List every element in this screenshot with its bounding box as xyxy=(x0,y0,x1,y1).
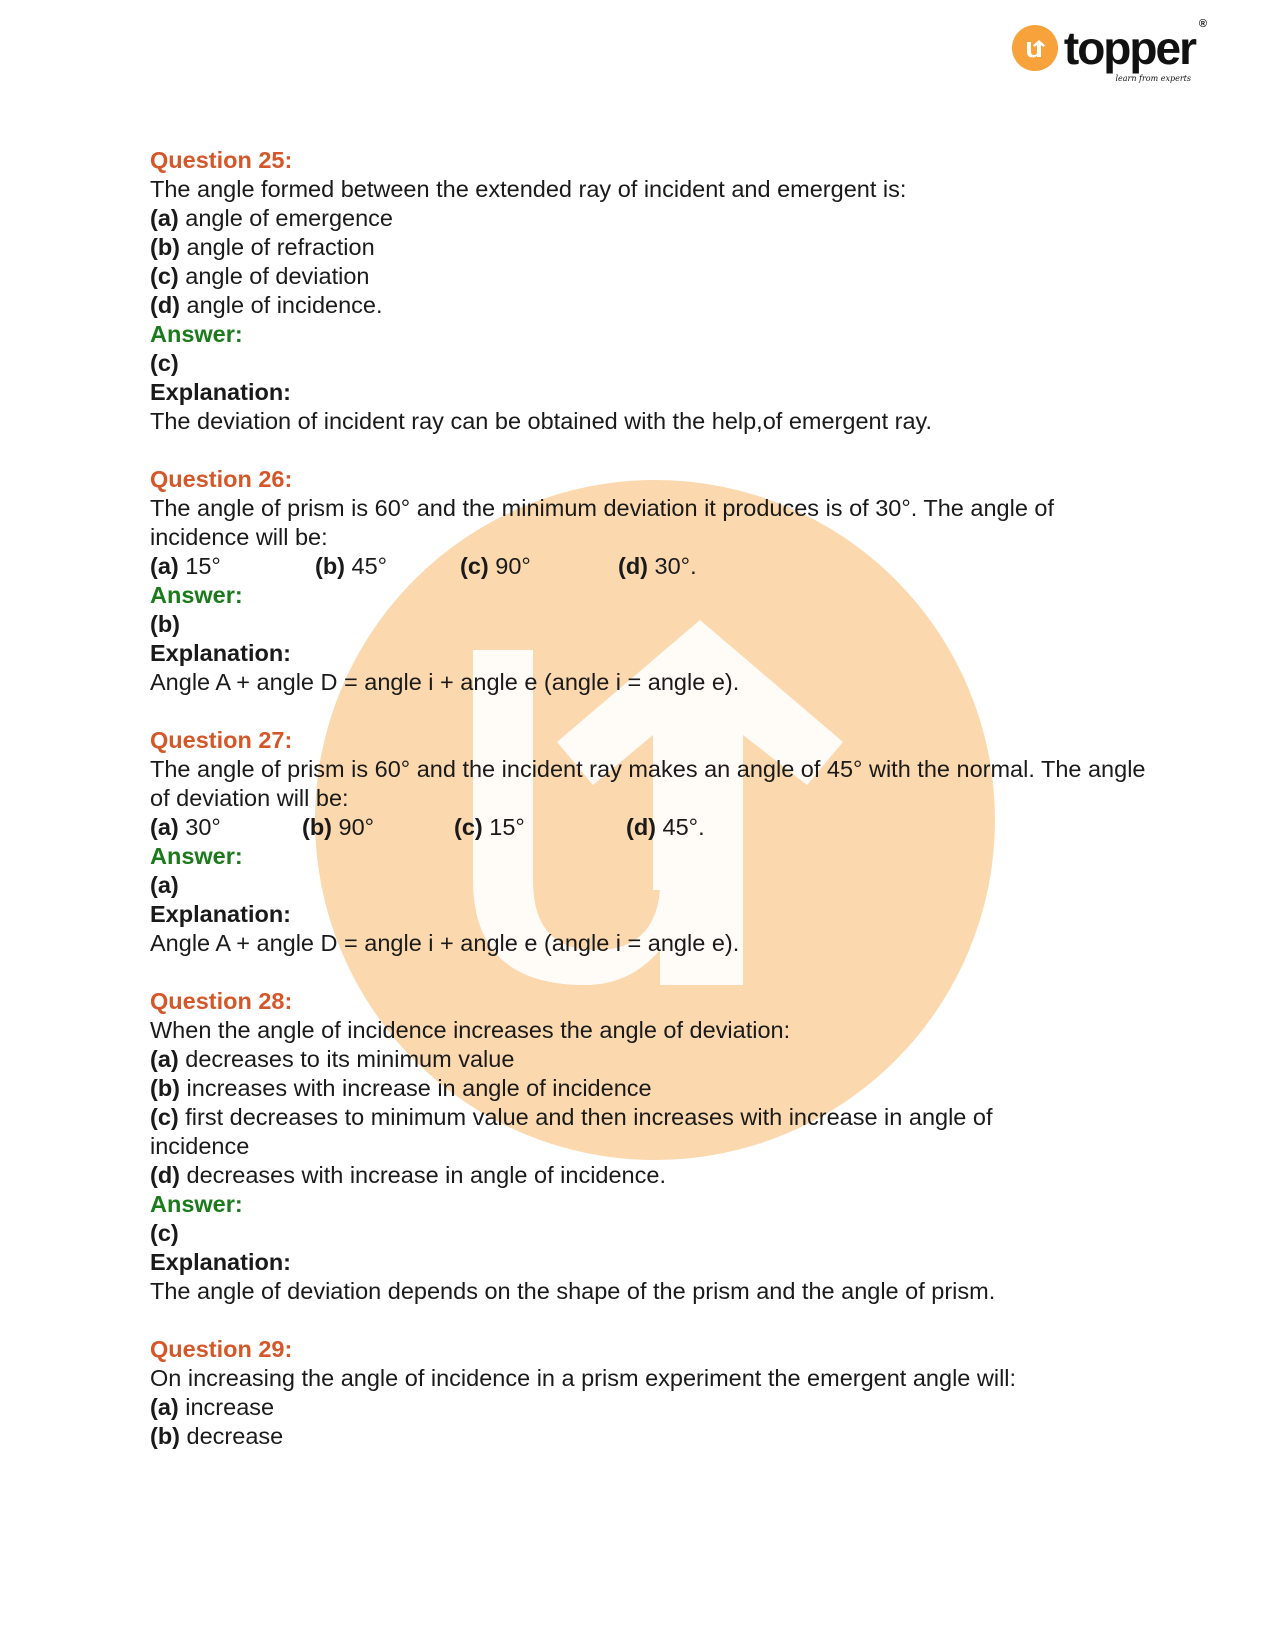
topper-badge-icon xyxy=(1012,25,1058,71)
option-item: (c) first decreases to minimum value and then increases with increase in angle of incidence xyxy=(150,1104,993,1159)
question-title: Question 25: xyxy=(150,147,293,173)
option-item: (b) 45° xyxy=(315,553,388,579)
question-block xyxy=(150,987,1150,1306)
question-list xyxy=(150,146,1150,1480)
question-title: Question 28: xyxy=(150,988,293,1014)
explanation-text: Angle A + angle D = angle i + angle e (angle i = angle e). xyxy=(150,930,740,956)
question-block xyxy=(150,1335,1150,1451)
topper-logo xyxy=(1012,18,1207,83)
option-item: (d) angle of incidence. xyxy=(150,292,383,318)
question-block xyxy=(150,726,1150,958)
question-title: Question 29: xyxy=(150,1336,293,1362)
question-title: Question 26: xyxy=(150,466,293,492)
explanation-label: Explanation: xyxy=(150,640,292,666)
option-item: (a) increase xyxy=(150,1394,275,1420)
question-block xyxy=(150,146,1150,436)
explanation-label: Explanation: xyxy=(150,901,292,927)
answer-label: Answer: xyxy=(150,582,243,608)
question-title: Question 27: xyxy=(150,727,293,753)
explanation-text: The angle of deviation depends on the shape of the prism and the angle of prism. xyxy=(150,1278,996,1304)
answer-value: (a) xyxy=(150,872,179,898)
option-item: (d) decreases with increase in angle of incidence. xyxy=(150,1162,666,1188)
answer-value: (b) xyxy=(150,611,181,637)
option-item: (a) 15° xyxy=(150,553,221,579)
question-text: The angle formed between the extended ray of incident and emergent is: xyxy=(150,176,907,202)
option-item: (c) 15° xyxy=(454,814,525,840)
options-row xyxy=(150,552,1150,581)
option-item: (d) 45°. xyxy=(626,814,705,840)
option-item: (a) angle of emergence xyxy=(150,205,393,231)
question-text: On increasing the angle of incidence in a prism experiment the emergent angle will: xyxy=(150,1365,1017,1391)
registered-mark: ® xyxy=(1198,18,1207,30)
brand-tagline: learn from experts xyxy=(1115,74,1191,83)
option-item: (a) 30° xyxy=(150,814,221,840)
option-item: (d) 30°. xyxy=(618,553,697,579)
explanation-label: Explanation: xyxy=(150,379,292,405)
option-item: (c) 90° xyxy=(460,553,531,579)
option-item: (b) increases with increase in angle of incidence xyxy=(150,1075,652,1101)
topper-wordmark: topper ® learn from experts xyxy=(1063,18,1207,83)
question-text: The angle of prism is 60° and the incident ray makes an angle of 45° with the normal. The angle of deviation will be: xyxy=(150,756,1146,811)
option-item: (a) decreases to its minimum value xyxy=(150,1046,515,1072)
explanation-text: The deviation of incident ray can be obtained with the help,of emergent ray. xyxy=(150,408,933,434)
answer-value: (c) xyxy=(150,1220,179,1246)
option-item: (c) angle of deviation xyxy=(150,263,370,289)
question-text: The angle of prism is 60° and the minimum deviation it produces is of 30°. The angle of incidence will be: xyxy=(150,495,1055,550)
answer-label: Answer: xyxy=(150,843,243,869)
option-item: (b) angle of refraction xyxy=(150,234,375,260)
option-item: (b) 90° xyxy=(302,814,375,840)
explanation-label: Explanation: xyxy=(150,1249,292,1275)
answer-value: (c) xyxy=(150,350,179,376)
answer-label: Answer: xyxy=(150,321,243,347)
options-row xyxy=(150,813,1150,842)
option-item: (b) decrease xyxy=(150,1423,284,1449)
answer-label: Answer: xyxy=(150,1191,243,1217)
explanation-text: Angle A + angle D = angle i + angle e (angle i = angle e). xyxy=(150,669,740,695)
question-text: When the angle of incidence increases the angle of deviation: xyxy=(150,1017,791,1043)
question-block xyxy=(150,465,1150,697)
